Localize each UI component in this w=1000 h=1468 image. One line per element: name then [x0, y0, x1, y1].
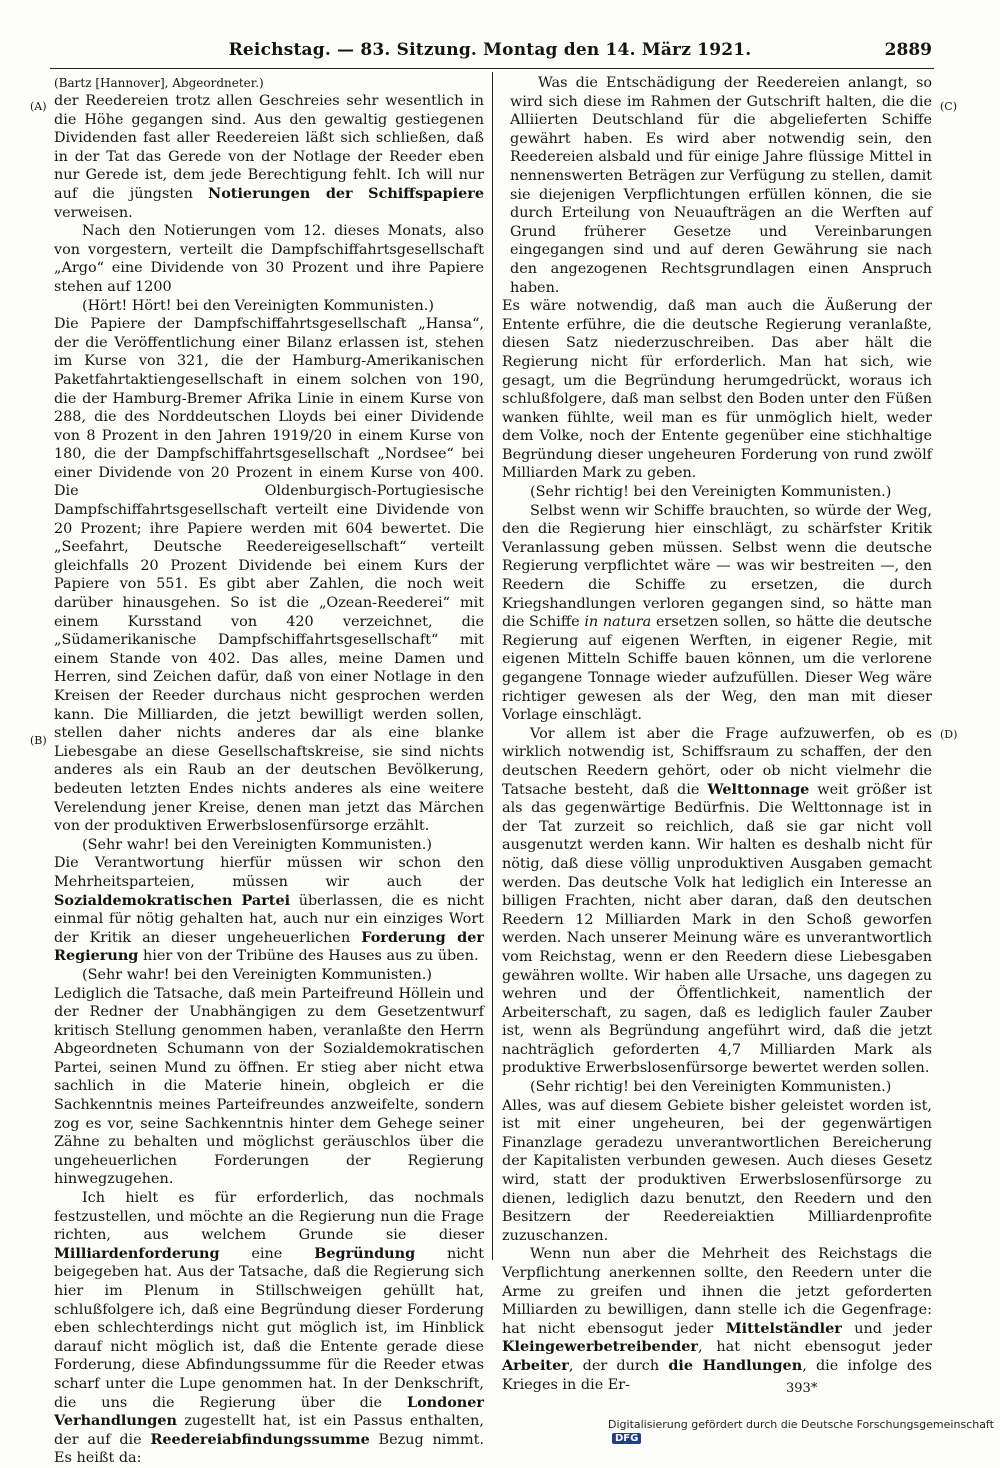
page-header	[46, 40, 934, 68]
left-column	[54, 74, 484, 1468]
dfg-credit	[608, 1418, 1000, 1444]
margin-mark-c: (C)	[940, 100, 957, 113]
paragraph: Alles, was auf diesem Gebiete bisher geleistet worden ist, ist mit einer ungeheuren, bei der gegenwärtigen Finanzlage geradezu unverantwortlichen Bereicherung der Kapitalisten verbunden gewesen. Auch dieses Gesetz wird, statt der produktiven Erwerbslosenfürsorge zu dienen, lediglich dazu benutzt, den Reedern und den Besitzern der Reedereiaktien Milliardenprofite zuzuschanzen.	[502, 1097, 932, 1244]
paragraph: Die Papiere der Dampfschiffahrtsgesellschaft „Hansa“, der die Veröffentlichung einer Bilanz erlassen ist, stehen im Kurse von 321, die der Hamburg-Amerikanischen Paketfahrtaktiengesellschaft in einem solchen von 190, die der Hamburg-Bremer Afrika Linie in einem Kurse von 288, die des Norddeutschen Lloyds bei einer Dividende von 8 Prozent in den Jahren 1919/20 in einem Kurse von 180, die der Dampfschiffahrtsgesellschaft „Nordsee“ bei einer Dividende von 20 Prozent in einem Kurse von 400. Die Oldenburgisch-Portugiesische Dampfschiffahrtsgesellschaft verteilt eine Dividende von 20 Prozent; ihre Papiere werden mit 604 bewertet. Die „Seefahrt, Deutsche Reedereigesellschaft“ verteilt gleichfalls 20 Prozent Dividende bei einem Kurs der Papiere von 551. Es gibt aber Zahlen, die noch weit darüber hinausgehen. So ist die „Ozean-Reederei“ mit einem Kursstand von 420 verzeichnet, die „Südamerikanische Dampfschiffahrtsgesellschaft“ mit einem Stande von 402. Das alles, meine Damen und Herren, sind Zeichen dafür, daß von einer Notlage in den Kreisen der Reeder durchaus nicht gesprochen werden kann. Die Milliarden, die jetzt bewilligt werden sollen, stellen daher nichts anderes dar als eine blanke Liebesgabe an diese Gesellschaftskreise, sie sind nichts anderes als ein Raub an der deutschen Bevölkerung, bedeuten letzten Endes nichts anderes als eine weitere Verelendung jener Kreise, denen man jetzt das Märchen von der produktiven Erwerbslosenfürsorge erzählt.	[54, 316, 484, 835]
paragraph: Vor allem ist aber die Frage aufzuwerfen, ob es wirklich notwendig ist, Schiffsraum zu schaffen, der den deutschen Reedern gehört, oder ob nicht vielmehr die Tatsache besteht, daß die Welttonnage weit größer ist als das gegenwärtige Bedürfnis. Die Welttonnage ist in der Tat zurzeit so reichlich, daß sie gar nicht voll ausgenutzt werden kann. Wir halten es deshalb nicht für nötig, daß diese völlig unproduktiven Ausgaben gemacht werden. Das deutsche Volk hat lediglich ein Interesse an billigen Frachten, nicht aber daran, daß den deutschen Reedern 12 Milliarden Mark in den Schoß geworfen werden. Nach unserer Meinung wäre es unverantwortlich vom Reichstag, wenn er den Reedern diese Liebesgaben gewähren wollte. Wir haben alle Ursache, uns dagegen zu wehren und der Öffentlichkeit, namentlich der Arbeiterschaft, zu sagen, daß es lediglich fauler Zauber ist, wenn als Begründung angeführt wird, daß die jetzt nachträglich geforderten 4,7 Milliarden Mark als produktive Erwerbslosenfürsorge bewertet werden sollen.	[502, 725, 932, 1077]
paragraph: Selbst wenn wir Schiffe brauchten, so würde der Weg, den die Regierung hier einschlägt, zu schärfster Kritik Veranlassung geben müssen. Selbst wenn die deutsche Regierung verpflichtet wäre — was wir bestreiten —, den Reedern die Schiffe zu ersetzen, die durch Kriegshandlungen verloren gegangen sind, so hätte man die Schiffe in natura ersetzen sollen, so hätte die deutsche Regierung auf eigenen Werften, in eigener Regie, mit eigenen Mitteln Schiffe bauen können, um die verlorene gegangene Tonnage wieder aufzufüllen. Dieser Weg wäre richtiger gewesen als der Weg, den man mit dieser Vorlage einschlägt.	[502, 502, 932, 724]
paragraph: Lediglich die Tatsache, daß mein Parteifreund Höllein und der Redner der Unabhängigen zu dem Gesetzentwurf kritisch Stellung genommen haben, veranlaßte den Herrn Abgeordneten Schumann von der Sozialdemokratischen Partei, seinen Mund zu öffnen. Er stieg aber nicht etwa sachlich in die Materie hinein, obgleich er die Sachkenntnis meines Parteifreundes anzweifelte, sondern zog es vor, seine Sachkenntnis hinter dem Gehege seiner Zähne zu behalten und möglichst geräuschlos über die ungeheuerlichen Forderungen der Regierung hinwegzugehen.	[54, 985, 484, 1188]
interjection: (Sehr richtig! bei den Vereinigten Kommunisten.)	[530, 1079, 892, 1096]
interjection: (Sehr richtig! bei den Vereinigten Kommunisten.)	[530, 484, 892, 501]
quoted-passage: Was die Entschädigung der Reedereien anlangt, so wird sich diese im Rahmen der Gutschrift halten, die die Alliierten Deutschland für die abgelieferten Schiffe gewährt haben. Es wird aber notwendig sein, den Reedereien alsbald und für einige Jahre flüssige Mittel in nennenswerten Beträgen zur Verfügung zu stellen, damit sie diejenigen Verpflichtungen erfüllen können, die sie durch Erteilung von Neuaufträgen an die Werften auf Grund früherer Gesetze und Vereinbarungen eingegangen sind und auf deren Gewährung sie nach den angezogenen Rechtsgrundlagen einen Anspruch haben.	[510, 75, 932, 296]
scan-speckle	[952, 42, 982, 52]
margin-mark-b: (B)	[30, 734, 47, 747]
dfg-credit-text: Digitalisierung gefördert durch die Deutsche Forschungsgemeinschaft	[608, 1418, 994, 1431]
speaker-note: (Bartz [Hannover], Abgeordneter.)	[54, 76, 264, 90]
interjection: (Hört! Hört! bei den Vereinigten Kommunisten.)	[82, 297, 434, 314]
running-title: Reichstag. — 83. Sitzung. Montag den 14. März 1921.	[228, 40, 752, 60]
header-rule	[50, 68, 934, 69]
paragraph: Es wäre notwendig, daß man auch die Äußerung der Entente erführe, die die deutsche Regierung veranlaßte, diesen Satz niederzuschreiben. Das aber hält die Regierung nicht für erforderlich. Man hat sich, wie gesagt, um die Begründung herumgedrückt, woraus ich schlußfolgere, daß man selbst den Boden unter den Füßen wanken fühlte, weil man es für unmöglich hielt, weder dem Volke, noch der Entente gegenüber eine stichhaltige Begründung dieser ungeheuren Forderung von rund zwölf Milliarden Mark zu geben.	[502, 298, 932, 482]
paragraph: Nach den Notierungen vom 12. dieses Monats, also von vorgestern, verteilt die Dampfschiffahrtsgesellschaft „Argo“ eine Dividende von 30 Prozent und ihre Papiere stehen auf 1200	[54, 223, 484, 295]
dfg-logo-icon: DFG	[612, 1433, 641, 1444]
paragraph: Wenn nun aber die Mehrheit des Reichstags die Verpflichtung anerkennen sollte, den Reedern unter die Arme zu greifen und ihnen die jetzt geforderten Milliarden zu bewilligen, dann stelle ich die Gegenfrage: hat nicht ebensogut jeder Mittelständler und jeder Kleingewerbetreibender, hat nicht ebensogut jeder Arbeiter, der durch die Handlungen, die infolge des Krieges in die Er-	[502, 1246, 933, 1393]
margin-mark-a: (A)	[30, 100, 47, 113]
paragraph: Die Verantwortung hierfür müssen wir schon den Mehrheitsparteien, müssen wir auch der Sozialdemokratischen Partei überlassen, die es nicht einmal für nötig gehalten hat, auch nur ein einziges Wort der Kritik an dieser ungeheuerlichen Forderung der Regierung hier von der Tribüne des Hauses aus zu üben.	[54, 855, 484, 965]
interjection: (Sehr wahr! bei den Vereinigten Kommunisten.)	[82, 836, 432, 853]
column-divider	[492, 72, 493, 1260]
page-number: 2889	[884, 40, 932, 60]
interjection: (Sehr wahr! bei den Vereinigten Kommunisten.)	[82, 966, 432, 983]
paragraph: der Reedereien trotz allen Geschreies sehr wesentlich in die Höhe gegangen sind. Aus den gewaltig gestiegenen Dividenden fast aller Reedereien läßt sich schließen, daß in der Tat das Gerede von der Notlage der Reeder eben nur Gerede ist, dem jede Berechtigung fehlt. Ich will nur auf die jüngsten Notierungen der Schiffspapiere verweisen.	[54, 93, 484, 221]
margin-mark-d: (D)	[940, 728, 958, 741]
signature-mark: 393*	[786, 1381, 818, 1396]
paragraph: Ich hielt es für erforderlich, das nochmals festzustellen, und möchte an die Regierung nun die Frage richten, aus welchem Grunde sie dieser Milliardenforderung eine Begründung nicht beigegeben hat. Aus der Tatsache, daß die Regierung sich hier im Plenum in Stillschweigen gehüllt hat, schlußfolgere ich, daß eine Begründung dieser Forderung eben schlechterdings nicht gut möglich ist, im Hinblick darauf nicht möglich ist, daß die Entente gerade diese Forderung, diese Abfindungssumme für die Reeder etwas scharf unter die Lupe genommen hat. In der Denkschrift, die uns die Regierung über die Londoner Verhandlungen zugestellt hat, ist ein Passus enthalten, der auf die Reedereiabfindungssumme Bezug nimmt. Es heißt da:	[54, 1190, 484, 1467]
right-column	[502, 74, 932, 1394]
